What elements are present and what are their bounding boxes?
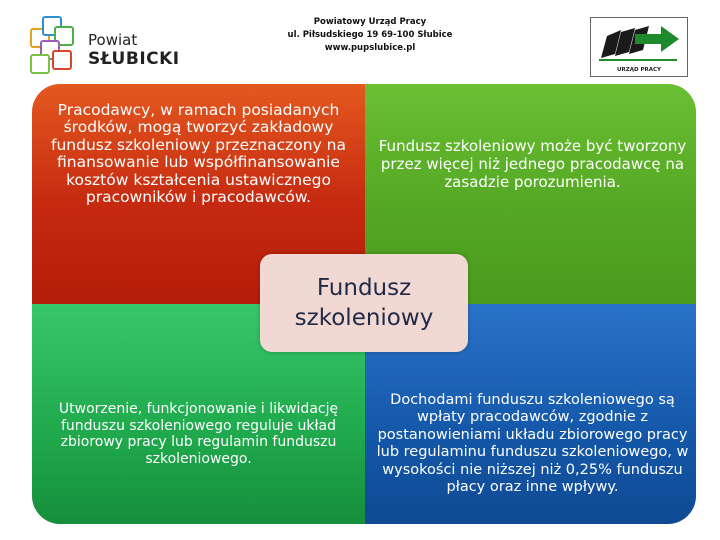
center-box [260,254,468,352]
center-title: Fundusz szkoleniowy [294,275,434,331]
powiat-slubicki-logo [28,16,180,78]
office-street: ul. Piłsudskiego 19 69-100 Słubice [287,30,453,40]
urzad-pracy-caption: URZĄD PRACY [617,67,661,73]
arrow-doors-icon [591,18,687,66]
logo-text-line1: Powiat [88,31,138,49]
quadrant-bottom-left-text: Utworzenie, funkcjonowanie i likwidację funduszu szkoleniowego reguluje układ zbiorowy pracy lub regulamin funduszu szkoleniowego. [58,401,339,467]
office-address [250,16,490,55]
logo-text [88,32,180,69]
office-website: www.pupslubice.pl [324,43,416,53]
quadrant-top-right-text: Fundusz szkoleniowy może być tworzony przez więcej niż jednego pracodawcę na zasadzie porozumienia. [378,137,687,191]
quadrant-bottom-right-text: Dochodami funduszu szkoleniowego są wpłaty pracodawców, zgodnie z postanowieniami układu zbiorowego pracy lub regulaminu funduszu szkoleniowego, w wysokości nie niższej niż 0,25% funduszu płacy oraz inne wpływy. [376,391,689,495]
logo-squares-icon [28,16,80,78]
quadrant-top-left-text: Pracodawcy, w ramach posiadanych środków, mogą tworzyć zakładowy fundusz szkoleniowy przeznaczony na finansowanie lub współfinansowanie kosztów kształcenia ustawicznego pracowników i pracodawców. [51,100,346,206]
urzad-pracy-logo [590,17,688,77]
header [0,0,720,84]
office-name: Powiatowy Urząd Pracy [313,17,427,27]
logo-text-line2: SŁUBICKI [88,49,180,69]
